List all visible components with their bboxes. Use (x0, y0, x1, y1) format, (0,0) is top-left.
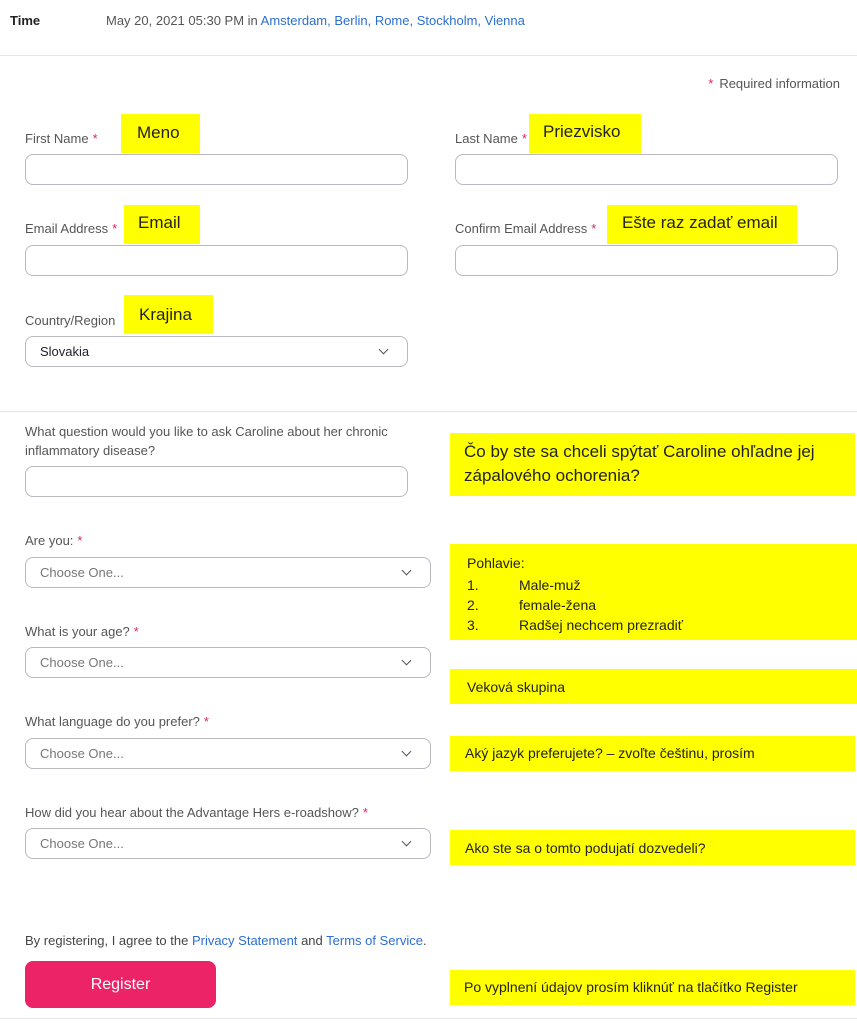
chevron-down-icon (379, 345, 389, 355)
annotation-gender-list (467, 575, 857, 635)
required-star: * (133, 624, 139, 639)
required-star: * (521, 131, 527, 146)
age-label (25, 622, 139, 641)
email-label-text: Email Address (25, 221, 109, 236)
list-text: Radšej nechcem prezradiť (519, 617, 683, 633)
required-star: * (112, 221, 118, 236)
hear-about-label-text: How did you hear about the Advantage Hers e-roadshow? (25, 805, 359, 820)
age-select[interactable] (25, 647, 431, 678)
chevron-down-icon (402, 656, 412, 666)
required-star: * (708, 76, 714, 91)
hear-about-placeholder: Choose One... (40, 836, 124, 851)
last-name-input[interactable] (455, 154, 838, 185)
confirm-email-label-text: Confirm Email Address (455, 221, 588, 236)
annotation-language: Aký jazyk preferujete? – zvoľte češtinu, prosím (450, 736, 855, 771)
country-selected-value: Slovakia (40, 344, 90, 359)
agreement-prefix: By registering, I agree to the (25, 933, 189, 948)
age-placeholder: Choose One... (40, 655, 124, 670)
annotation-hear-about: Ako ste sa o tomto podujatí dozvedeli? (450, 830, 855, 865)
country-label: Country/Region (25, 313, 116, 328)
annotation-question: Čo by ste sa chceli spýtať Caroline ohľadne jej zápalového ochorenia? (450, 433, 855, 496)
required-note-text: Required information (719, 76, 840, 91)
are-you-select[interactable] (25, 557, 431, 588)
annotation-register: Po vyplnení údajov prosím kliknúť na tlačítko Register (450, 970, 855, 1005)
annotation-krajina: Krajina (124, 295, 213, 334)
agreement-text (25, 933, 427, 948)
required-star: * (77, 533, 83, 548)
are-you-label (25, 531, 82, 550)
email-label (25, 219, 117, 238)
agreement-and: and (301, 933, 323, 948)
chevron-down-icon (402, 837, 412, 847)
age-label-text: What is your age? (25, 624, 130, 639)
required-star: * (362, 805, 368, 820)
time-label: Time (10, 13, 41, 28)
list-item (467, 615, 857, 635)
confirm-email-label (455, 219, 596, 238)
list-item (467, 595, 857, 615)
section-divider (0, 411, 857, 412)
required-star: * (591, 221, 597, 236)
are-you-placeholder: Choose One... (40, 565, 124, 580)
agreement-period: . (422, 933, 427, 948)
time-value (106, 13, 525, 28)
register-button[interactable]: Register (25, 961, 216, 1008)
list-item (467, 575, 857, 595)
hear-about-label (25, 803, 368, 822)
time-text: May 20, 2021 05:30 PM in (106, 13, 258, 28)
list-number: 1. (467, 577, 479, 593)
annotation-gender-title: Pohlavie: (467, 555, 525, 571)
annotation-gender (450, 544, 857, 640)
header-divider (0, 55, 857, 56)
last-name-label-text: Last Name (455, 131, 518, 146)
required-star: * (92, 131, 98, 146)
terms-of-service-link[interactable]: Terms of Service (326, 933, 423, 948)
timezone-cities-link[interactable]: Amsterdam, Berlin, Rome, Stockholm, Vienna (260, 13, 525, 28)
annotation-confirm-email: Ešte raz zadať email (607, 205, 797, 244)
required-star: * (203, 714, 209, 729)
last-name-label (455, 129, 527, 148)
list-number: 2. (467, 597, 479, 613)
chevron-down-icon (402, 747, 412, 757)
privacy-statement-link[interactable]: Privacy Statement (191, 933, 298, 948)
chevron-down-icon (402, 566, 412, 576)
language-placeholder: Choose One... (40, 746, 124, 761)
language-select[interactable] (25, 738, 431, 769)
are-you-label-text: Are you: (25, 533, 74, 548)
first-name-input[interactable] (25, 154, 408, 185)
required-note (708, 76, 840, 91)
language-label (25, 712, 209, 731)
footer-divider (0, 1018, 857, 1019)
annotation-email: Email (124, 205, 200, 244)
list-text: female-žena (519, 597, 597, 613)
question-label: What question would you like to ask Caroline about her chronic inflammatory disease? (25, 424, 388, 458)
language-label-text: What language do you prefer? (25, 714, 200, 729)
country-select[interactable] (25, 336, 408, 367)
annotation-age: Veková skupina (450, 669, 857, 704)
question-input[interactable] (25, 466, 408, 497)
email-input[interactable] (25, 245, 408, 276)
first-name-label-text: First Name (25, 131, 89, 146)
first-name-label (25, 129, 98, 148)
annotation-priezvisko: Priezvisko (529, 114, 641, 153)
confirm-email-input[interactable] (455, 245, 838, 276)
annotation-meno: Meno (121, 114, 200, 153)
list-number: 3. (467, 617, 479, 633)
list-text: Male-muž (519, 577, 581, 593)
hear-about-select[interactable] (25, 828, 431, 859)
